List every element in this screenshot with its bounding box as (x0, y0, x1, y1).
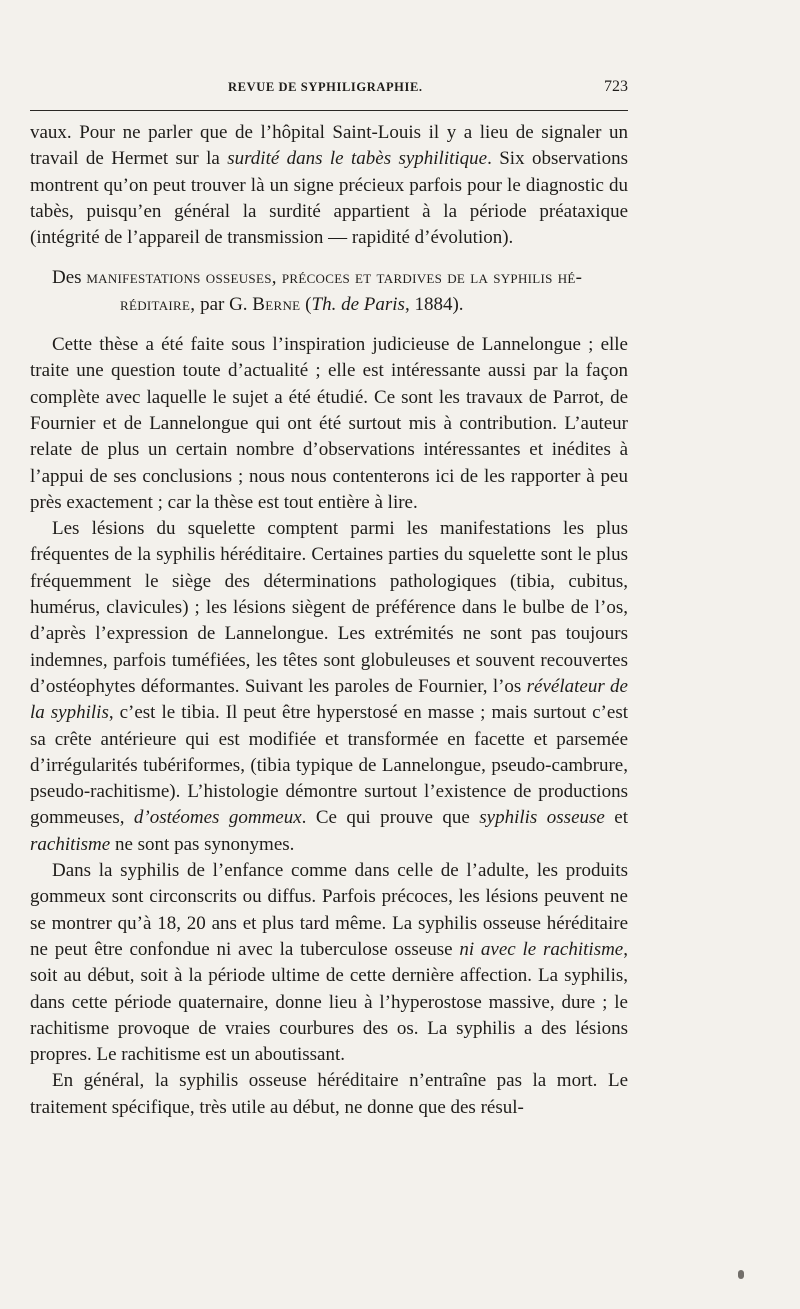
thesis-citation: Th. de Paris (311, 293, 405, 315)
page-number: 723 (604, 78, 628, 95)
emphasis: révélateur de la syphilis (30, 675, 628, 724)
paragraph-2: Cette thèse a été faite sous l’inspiration judicieuse de Lannelongue ; elle traite une question toute d’actualité ; elle est intéressante aussi par la façon complète avec laquelle le sujet a été étudié. Ce sont les travaux de Parrot, de Fournier et de Lannelongue qui ont été surtout mis à contribution. L’auteur relate de plus un certain nombre d’observations intéressantes et inédites à l’appui de ses conclusions ; nous nous contenterons ici de les rapporter à peu près exactement ; car la thèse est tout entière à lire. (30, 334, 628, 513)
emphasis: d’ostéomes gommeux (133, 807, 302, 829)
paper-speck (738, 1270, 744, 1279)
header-rule (30, 110, 628, 111)
emphasis: syphilis osseuse (479, 807, 605, 829)
emphasis: ni avec le rachitisme (459, 938, 624, 960)
paragraph-3: Les lésions du squelette comptent parmi les manifestations les plus fréquentes de la syphilis héréditaire. Certaines parties du squelette sont le plus fréquemment le siège des déterminations pathologiques (tibia, cubitus, humérus, clavicules) ; les lésions siègent de préférence dans le bulbe de l’os, d’après l’expression de Lannelongue. Les extrémités ne sont pas toujours indemnes, parfois tuméfiées, les têtes sont globuleuses et souvent recouvertes d’ostéophytes déformantes. Suivant les paroles de Fournier, l’os révélateur de la syphilis, c’est le tibia. Il peut être hyperstosé en masse ; mais surtout c’est sa crête antérieure qui est modifiée et transformée en facette et parsemée d’irrégularités tubériformes, (tibia typique de Lannelongue, pseudo-cambrure, pseudo-rachitisme). L’histologie démontre surtout l’existence de productions gommeuses, d’ostéomes gommeux. Ce qui prouve que syphilis osseuse et rachitisme ne sont pas synonymes. (30, 518, 628, 855)
page-header (30, 78, 628, 100)
emphasis: rachitisme (30, 833, 111, 855)
paragraph-1: vaux. Pour ne parler que de l’hôpital Saint-Louis il y a lieu de signaler un travail de Hermet sur la surdité dans le tabès syphilitique. Six observations montrent qu’on peut trouver là un signe précieux parfois pour le diagnostic du tabès, puisqu’en général la surdité appartient à la période préataxique (intégrité de l’appareil de transmission — rapidité d’évolution). (30, 122, 628, 249)
author-name: Berne (252, 293, 301, 315)
section-heading: Des manifestations osseuses, précoces et tardives de la syphilis hé- réditaire, par G. Berne (Th. de Paris, 1884). (52, 267, 583, 315)
paragraph-5: En général, la syphilis osseuse héréditaire n’entraîne pas la mort. Le traitement spécifique, très utile au début, ne donne que des résul- (30, 1070, 628, 1118)
article-body (30, 120, 628, 1121)
paragraph-4: Dans la syphilis de l’enfance comme dans celle de l’adulte, les produits gommeux sont circonscrits ou diffus. Parfois précoces, les lésions peuvent ne se montrer qu’à 18, 20 ans et plus tard même. La syphilis osseuse héréditaire ne peut être confondue ni avec la tuberculose osseuse ni avec le rachitisme, soit au début, soit à la période ultime de cette dernière affection. La syphilis, dans cette période quaternaire, donne lieu à l’hyperostose massive, dure ; le rachitisme provoque de vraies courbures des os. La syphilis a des lésions propres. Le rachitisme est un aboutissant. (30, 860, 628, 1066)
running-title: REVUE DE SYPHILIGRAPHIE. (228, 80, 423, 94)
emphasis: surdité dans le tabès syphilitique (227, 148, 488, 170)
